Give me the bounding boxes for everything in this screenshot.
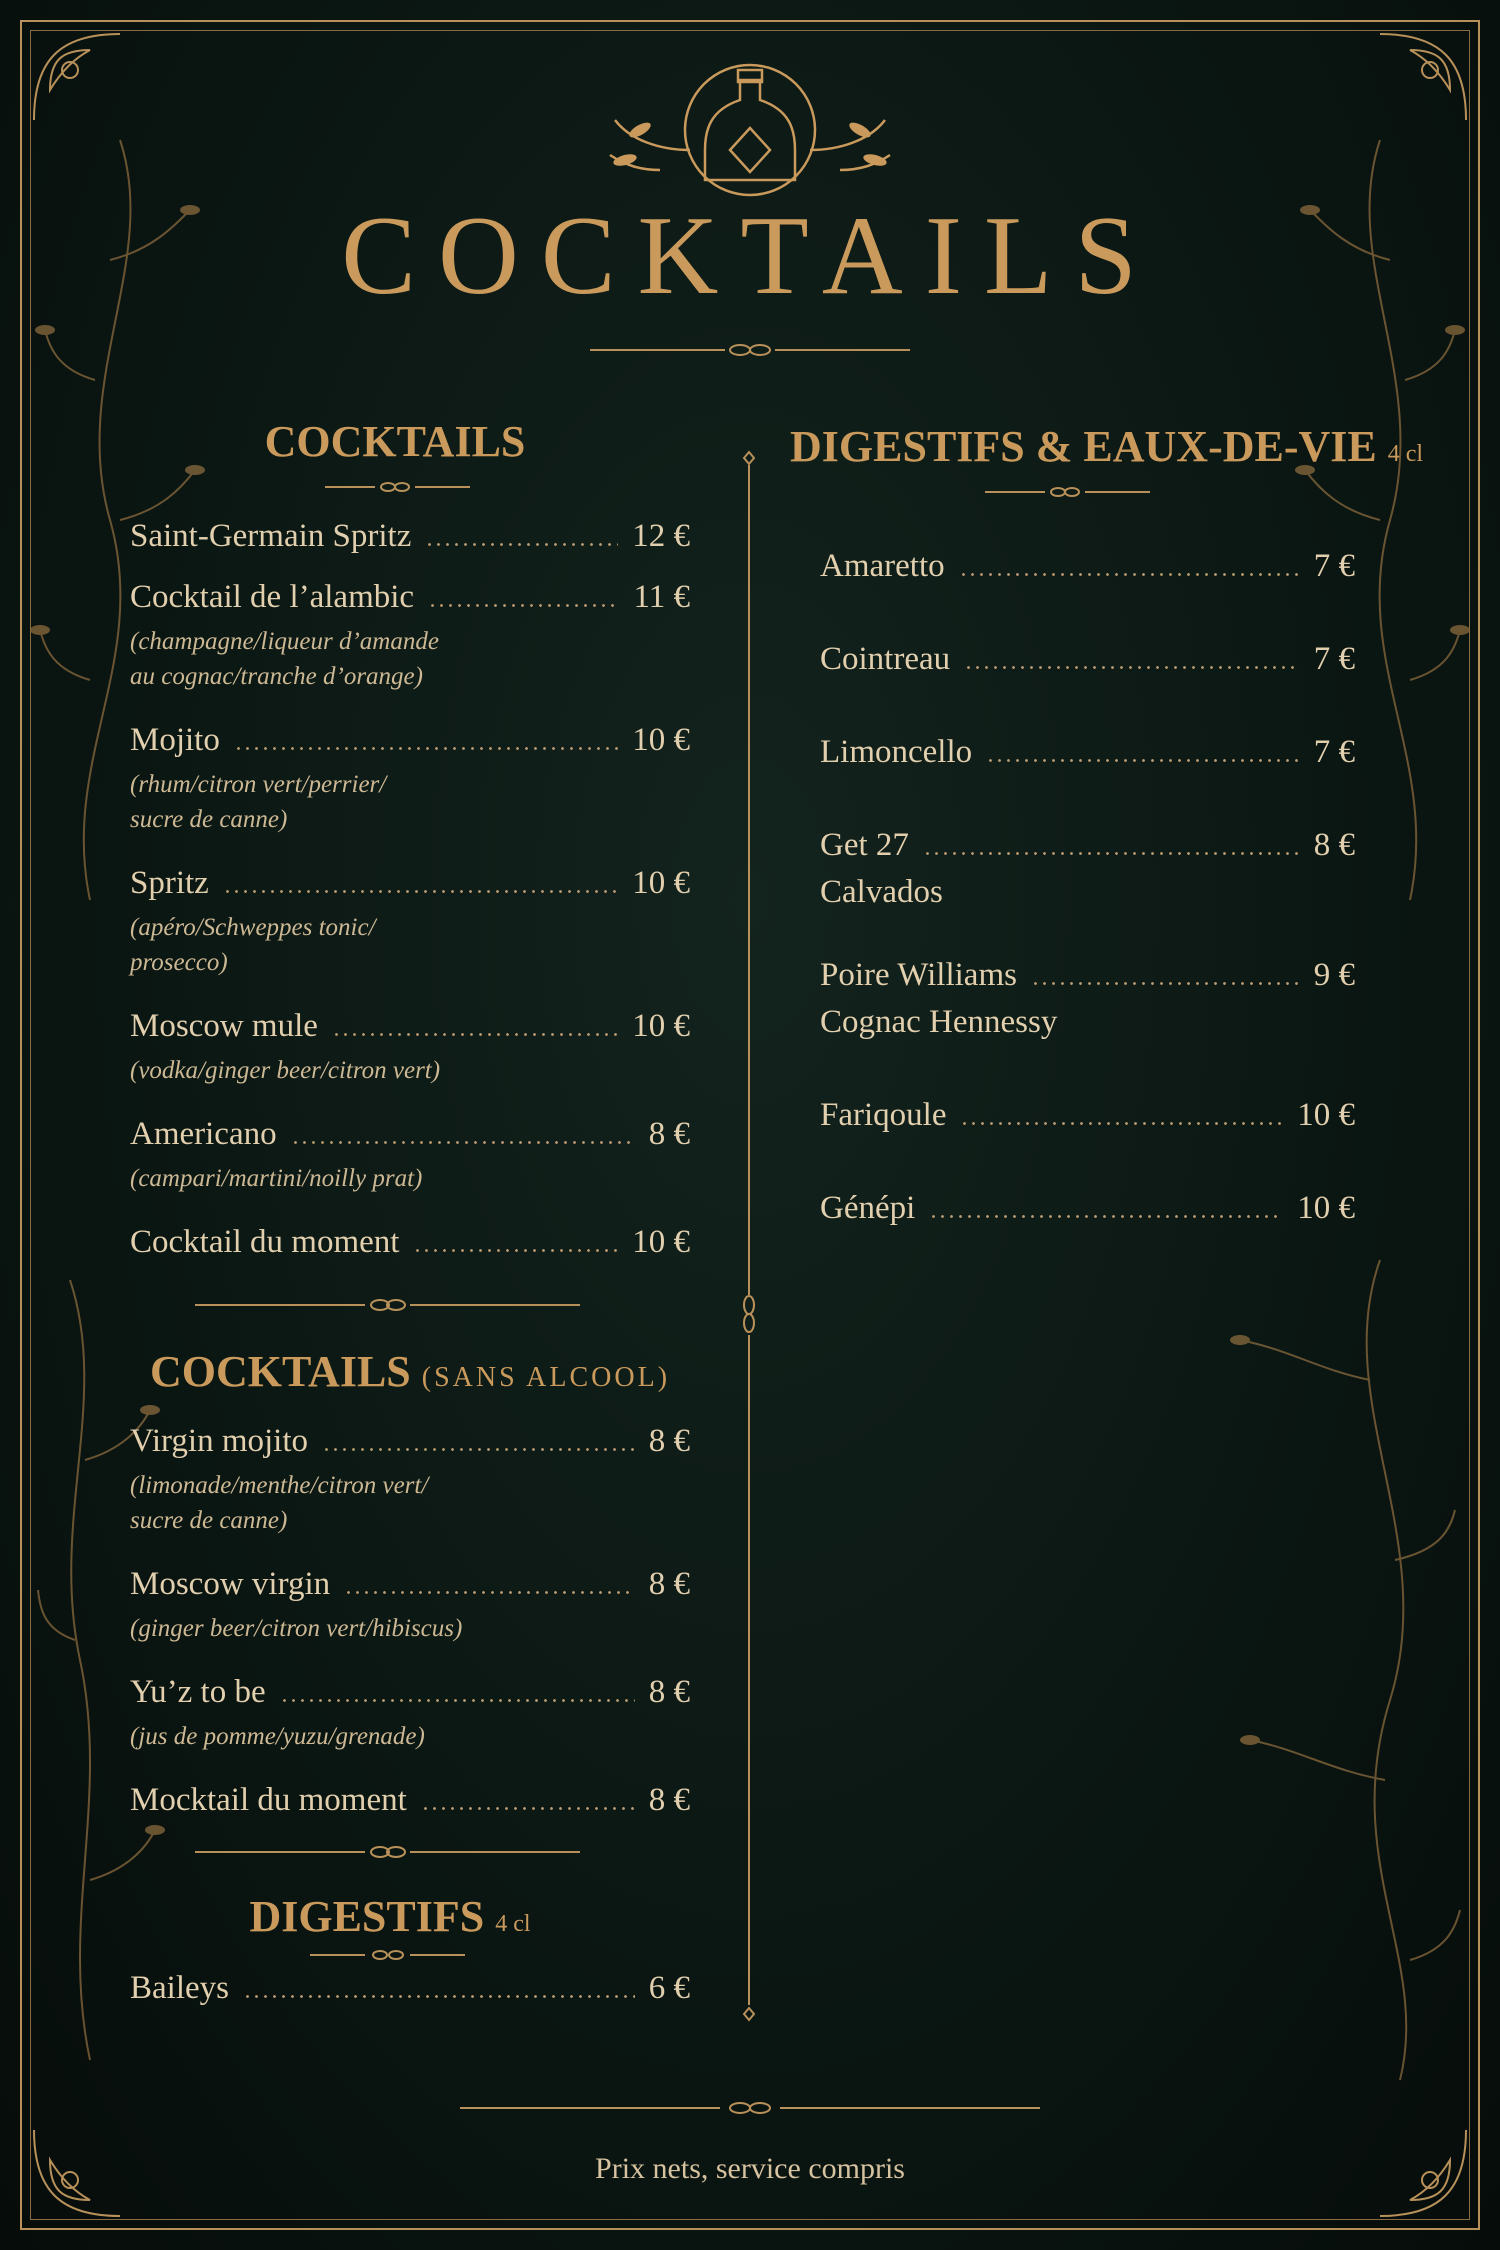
- list-item: [820, 643, 1355, 676]
- dot-leader: [964, 666, 1300, 669]
- item-name: Get 27: [820, 827, 909, 863]
- item-price: 12 €: [632, 518, 690, 554]
- list-item: [130, 1676, 690, 1754]
- sans-alcool-heading-suffix: (SANS ALCOOL): [421, 1362, 671, 1393]
- item-name: Americano: [130, 1116, 277, 1152]
- dot-leader: [234, 747, 618, 750]
- item-price: 8 €: [648, 1674, 690, 1710]
- item-price: 7 €: [1313, 734, 1355, 770]
- item-subname: Calvados: [820, 874, 943, 910]
- item-name: Yu’z to be: [130, 1674, 266, 1710]
- item-price: 10 €: [1297, 1097, 1355, 1133]
- item-price: 7 €: [1313, 548, 1355, 584]
- item-price: 8 €: [648, 1566, 690, 1602]
- item-name: Virgin mojito: [130, 1423, 309, 1459]
- dot-leader: [291, 1141, 635, 1144]
- list-item: [130, 1425, 690, 1538]
- item-price: 8 €: [1313, 827, 1355, 863]
- list-item: [820, 1192, 1355, 1225]
- eaux-de-vie-heading-main: DIGESTIFS & EAUX-DE-VIE: [790, 422, 1377, 471]
- dot-leader: [344, 1591, 635, 1594]
- item-name: Poire Williams: [820, 957, 1017, 993]
- item-description: (apéro/Schweppes tonic/: [130, 914, 376, 941]
- dot-leader: [959, 573, 1300, 576]
- digestifs-unit: 4 cl: [495, 1911, 531, 1937]
- list-item: [130, 867, 690, 980]
- corner-ornament-top-right: [1380, 34, 1466, 120]
- item-description: (campari/martini/noilly prat): [130, 1165, 423, 1192]
- item-name: Cocktail de l’alambic: [130, 579, 415, 615]
- item-description: (vodka/ginger beer/citron vert): [130, 1057, 441, 1084]
- dot-leader: [243, 1995, 635, 1998]
- sans-alcool-heading-main: COCKTAILS: [149, 1347, 411, 1396]
- corner-ornament-top-left: [34, 34, 120, 120]
- cocktails-list: [130, 520, 690, 1259]
- item-price: 10 €: [632, 1224, 690, 1260]
- bottle-logo-icon: [610, 65, 890, 195]
- list-item: [130, 581, 690, 694]
- list-item: [130, 1972, 690, 2005]
- item-name: Fariqoule: [820, 1097, 947, 1133]
- list-item: [820, 1099, 1355, 1132]
- item-name: Saint-Germain Spritz: [130, 518, 412, 554]
- dot-leader: [322, 1448, 635, 1451]
- digestifs-heading-divider: [310, 1951, 465, 1959]
- item-description: sucre de canne): [130, 1507, 288, 1534]
- item-price: 7 €: [1313, 641, 1355, 677]
- item-name: Spritz: [130, 865, 209, 901]
- list-item: [130, 520, 690, 553]
- digestifs-heading-main: DIGESTIFS: [249, 1892, 485, 1941]
- item-price: 10 €: [632, 1008, 690, 1044]
- dot-leader: [280, 1699, 635, 1702]
- eaux-de-vie-list: [820, 550, 1355, 1225]
- cocktails-heading-divider: [325, 483, 470, 491]
- digestifs-heading: [130, 1892, 650, 1941]
- item-description: prosecco): [130, 949, 228, 976]
- item-description: sucre de canne): [130, 806, 288, 833]
- item-price: 8 €: [648, 1116, 690, 1152]
- item-description: (ginger beer/citron vert/hibiscus): [130, 1615, 463, 1642]
- list-item: [820, 550, 1355, 583]
- item-name: Moscow mule: [130, 1008, 318, 1044]
- list-item: [820, 959, 1355, 1039]
- item-name: Baileys: [130, 1970, 229, 2006]
- cocktails-heading: COCKTAILS: [264, 417, 526, 466]
- item-name: Mocktail du moment: [130, 1782, 407, 1818]
- item-name: Génépi: [820, 1190, 916, 1226]
- item-price: 10 €: [632, 865, 690, 901]
- dot-leader: [1031, 982, 1300, 985]
- item-description: (rhum/citron vert/perrier/: [130, 771, 387, 798]
- list-item: [130, 724, 690, 837]
- page-title: COCKTAILS: [341, 194, 1159, 318]
- title-divider: [590, 345, 910, 355]
- list-item: [820, 736, 1355, 769]
- dot-leader: [332, 1033, 618, 1036]
- footer-divider: [460, 2103, 1040, 2113]
- item-price: 10 €: [1297, 1190, 1355, 1226]
- item-subname: Cognac Hennessy: [820, 1004, 1058, 1040]
- dot-leader: [425, 543, 618, 546]
- item-name: Moscow virgin: [130, 1566, 331, 1602]
- item-description: (champagne/liqueur d’amande: [130, 628, 439, 655]
- sans-alcool-heading: [130, 1347, 690, 1396]
- dot-leader: [421, 1807, 635, 1810]
- eaux-de-vie-unit: 4 cl: [1387, 441, 1424, 467]
- list-item: [130, 1010, 690, 1088]
- item-description: au cognac/tranche d’orange): [130, 663, 423, 690]
- item-price: 9 €: [1313, 957, 1355, 993]
- list-item: [130, 1118, 690, 1196]
- item-name: Cointreau: [820, 641, 951, 677]
- eaux-de-vie-heading-divider: [985, 488, 1150, 496]
- item-price: 6 €: [648, 1970, 690, 2006]
- item-name: Limoncello: [820, 734, 973, 770]
- item-description: (jus de pomme/yuzu/grenade): [130, 1723, 425, 1750]
- dot-leader: [923, 852, 1300, 855]
- item-price: 8 €: [648, 1782, 690, 1818]
- item-price: 10 €: [632, 722, 690, 758]
- dot-leader: [960, 1122, 1283, 1125]
- dot-leader: [413, 1249, 618, 1252]
- dot-leader: [986, 759, 1300, 762]
- eaux-de-vie-heading: [790, 422, 1424, 471]
- item-name: Mojito: [130, 722, 220, 758]
- section-divider-1: [195, 1300, 580, 1310]
- digestifs-list: [130, 1972, 690, 2005]
- dot-leader: [929, 1215, 1283, 1218]
- dot-leader: [428, 604, 619, 607]
- column-divider: [744, 452, 754, 2020]
- list-item: [130, 1568, 690, 1646]
- list-item: [820, 829, 1355, 909]
- item-price: 11 €: [633, 579, 690, 615]
- list-item: [130, 1226, 690, 1259]
- item-description: (limonade/menthe/citron vert/: [130, 1472, 429, 1499]
- list-item: [130, 1784, 690, 1817]
- section-divider-2: [195, 1847, 580, 1857]
- footer-note: Prix nets, service compris: [595, 2152, 905, 2185]
- item-name: Cocktail du moment: [130, 1224, 400, 1260]
- item-name: Amaretto: [820, 548, 945, 584]
- sans-alcool-list: [130, 1425, 690, 1817]
- dot-leader: [223, 890, 618, 893]
- item-price: 8 €: [648, 1423, 690, 1459]
